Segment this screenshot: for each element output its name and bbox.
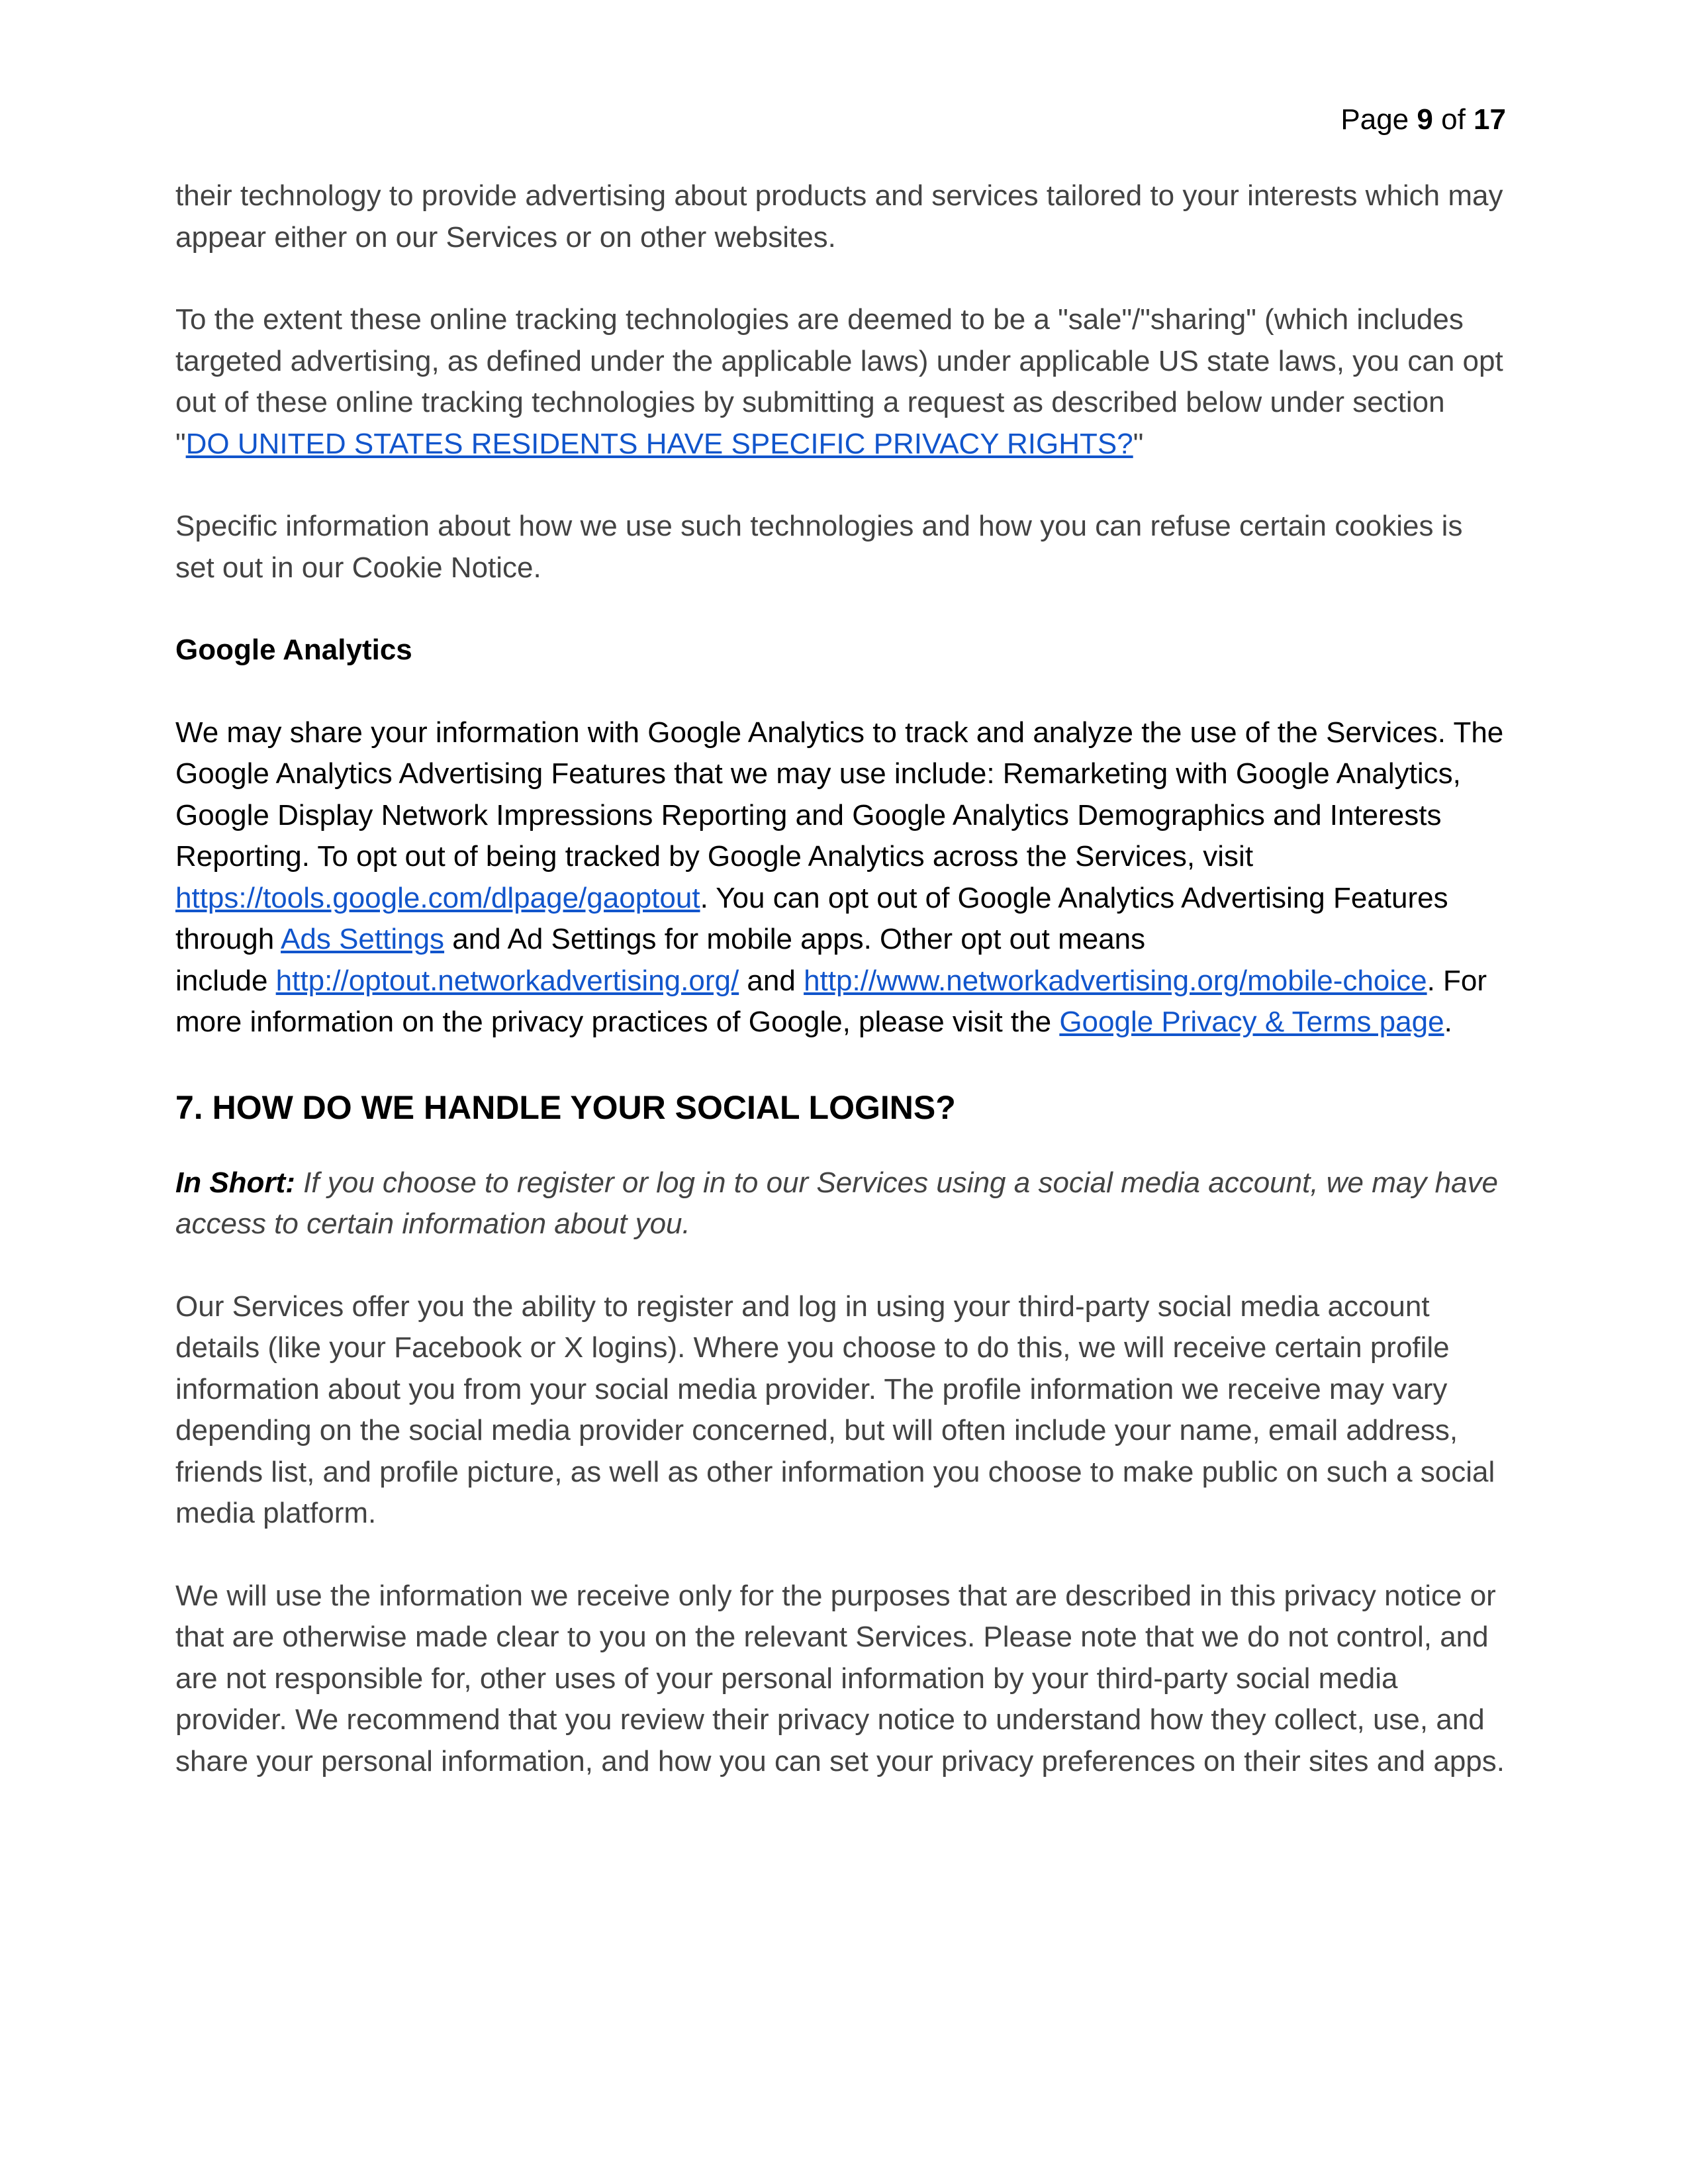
ga-text-6: . For more information on the privacy practices of Google, please visit the — [175, 964, 1487, 1038]
paragraph-social-login-usage: We will use the information we receive only for the purposes that are described in this privacy notice or that are otherwise made clear to you on the relevant Services. Please note that we do not control, and are not responsible for, other uses of your personal information by your third-party social media provider. We recommend that you review their privacy notice to understand how they collect, use, and share your personal information, and how you can set your privacy preferences on their sites and apps. — [175, 1579, 1505, 1778]
ga-text-2: . You can opt out of Google Analytics Advertising Features through — [175, 881, 1448, 955]
gaoptout-link[interactable]: https://tools.google.com/dlpage/gaoptout — [175, 881, 700, 914]
us-residents-rights-link[interactable]: DO UNITED STATES RESIDENTS HAVE SPECIFIC PRIVACY RIGHTS? — [185, 427, 1133, 460]
page-number-current: 9 — [1417, 103, 1433, 136]
google-analytics-heading: Google Analytics — [175, 634, 412, 666]
paragraph-advertising: their technology to provide advertising about products and services tailored to your interests which may appear either on our Services or on other websites. — [175, 179, 1503, 254]
section-7-heading: 7. HOW DO WE HANDLE YOUR SOCIAL LOGINS? — [175, 1088, 956, 1126]
ga-text-5: and — [739, 964, 804, 997]
paragraph-cookie-notice: Specific information about how we use such technologies and how you can refuse certain cookies is set out in our Cookie Notice. — [175, 510, 1463, 584]
paragraph-opt-out-text: To the extent these online tracking technologies are deemed to be a "sale"/"sharing" (which includes targeted advertising, as defined under the applicable laws) under applicable US state laws, you can opt out of these online tracking technologies by submitting a request as described below under section " — [175, 303, 1503, 460]
nai-mobile-choice-link[interactable]: http://www.networkadvertising.org/mobile-choice — [804, 964, 1427, 997]
paragraph-google-analytics — [175, 712, 1506, 1043]
page-number-of: of — [1441, 103, 1466, 136]
paragraph-opt-out-end: " — [1133, 427, 1144, 460]
ga-text-3: and Ad Settings for mobile apps. Other opt out means — [444, 923, 1146, 955]
document-page — [175, 0, 1506, 2184]
page-number-prefix: Page — [1340, 103, 1409, 136]
page-number-total: 17 — [1474, 103, 1506, 136]
ads-settings-link[interactable]: Ads Settings — [281, 923, 445, 955]
document-content — [175, 175, 1506, 1823]
ga-text-7: . — [1444, 1006, 1452, 1038]
paragraph-in-short — [175, 1163, 1506, 1245]
ga-text-4: include — [175, 964, 276, 997]
nai-optout-link[interactable]: http://optout.networkadvertising.org/ — [275, 964, 739, 997]
in-short-text: If you choose to register or log in to our Services using a social media account, we may have access to certain information about you. — [175, 1166, 1499, 1240]
page-number — [1340, 99, 1506, 140]
google-privacy-terms-link[interactable]: Google Privacy & Terms page — [1059, 1006, 1444, 1038]
paragraph-social-login-details: Our Services offer you the ability to register and log in using your third-party social media account details (like your Facebook or X logins). Where you choose to do this, we will receive certain profile information about you from your social media provider. The profile information we receive may vary depending on the social media provider concerned, but will often include your name, email address, friends list, and profile picture, as well as other information you choose to make public on such a social media platform. — [175, 1290, 1495, 1529]
ga-text-1: We may share your information with Google Analytics to track and analyze the use of the Services. The Google Analytics Advertising Features that we may use include: Remarketing with Google Analytics, Google Display Network Impressions Reporting and Google Analytics Demographics and Interests Reporting. To opt out of being tracked by Google Analytics across the Services, visit — [175, 716, 1504, 873]
in-short-label: In Short: — [175, 1166, 295, 1199]
paragraph-opt-out-tracking — [175, 299, 1506, 465]
